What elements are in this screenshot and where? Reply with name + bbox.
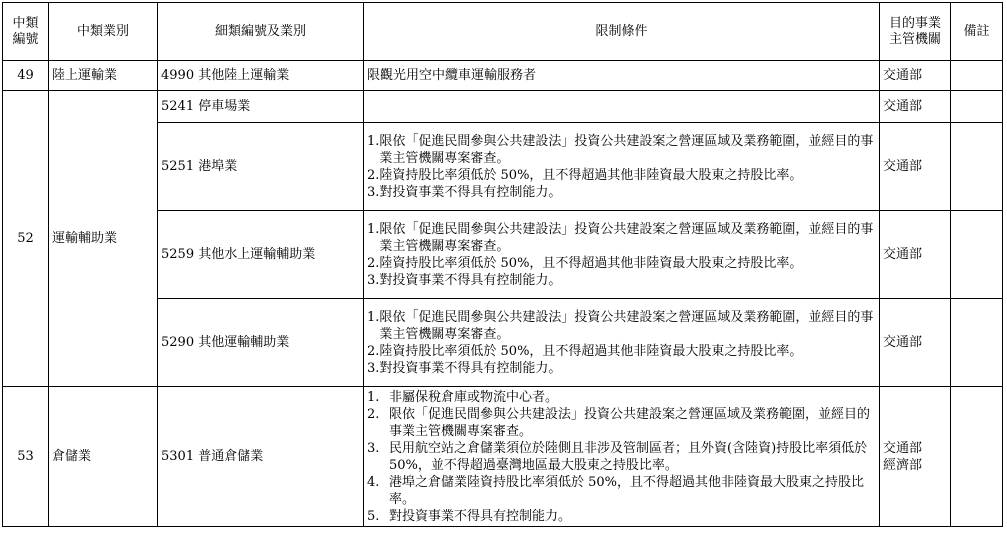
condition-list — [364, 387, 880, 527]
condition-list — [364, 123, 880, 211]
major-name: 倉儲業 — [49, 387, 158, 527]
condition-item — [367, 167, 876, 184]
condition-text — [364, 91, 880, 123]
condition-item — [367, 474, 876, 508]
header-condition: 限制條件 — [364, 3, 880, 61]
condition-number: 2. — [367, 167, 380, 183]
condition-item — [367, 272, 876, 289]
minor-name: 5259 其他水上運輸輔助業 — [158, 211, 364, 299]
minor-name: 5241 停車場業 — [158, 91, 364, 123]
condition-number: 2. — [367, 406, 380, 422]
authority: 交通部 — [880, 61, 951, 91]
condition-item — [367, 360, 876, 377]
remarks — [951, 387, 1003, 527]
major-code: 49 — [3, 61, 49, 91]
minor-name: 4990 其他陸上運輸業 — [158, 61, 364, 91]
remarks — [951, 61, 1003, 91]
condition-text: 對投資事業不得具有控制能力。 — [379, 272, 562, 288]
condition-text: 非屬保稅倉庫或物流中心者。 — [389, 389, 559, 405]
authority: 交通部 經濟部 — [880, 387, 951, 527]
authority: 交通部 — [880, 211, 951, 299]
condition-number: 1. — [367, 309, 380, 325]
remarks — [951, 123, 1003, 211]
table-row — [3, 387, 1003, 527]
condition-text: 陸資持股比率須低於 50%，且不得超過其他非陸資最大股東之持股比率。 — [379, 343, 803, 359]
condition-number: 5. — [367, 508, 380, 524]
condition-text: 民用航空站之倉儲業須位於陸側且非涉及管制區者；且外資(含陸資)持股比率須低於 50%，並不得超過臺灣地區最大股東之持股比率。 — [389, 440, 868, 473]
remarks — [951, 299, 1003, 387]
condition-number: 4. — [367, 474, 380, 490]
minor-name: 5290 其他運輸輔助業 — [158, 299, 364, 387]
condition-item — [367, 184, 876, 201]
condition-list — [364, 299, 880, 387]
condition-number: 2. — [367, 255, 380, 271]
condition-number: 1. — [367, 133, 380, 149]
condition-item — [367, 343, 876, 360]
header-row — [3, 3, 1003, 61]
condition-item — [367, 440, 876, 474]
condition-item — [367, 221, 876, 255]
header-major-name: 中類業別 — [49, 3, 158, 61]
table-row — [3, 91, 1003, 123]
header-minor: 細類編號及業別 — [158, 3, 364, 61]
condition-text: 對投資事業不得具有控制能力。 — [379, 360, 562, 376]
condition-text: 限依「促進民間參與公共建設法」投資公共建設案之營運區域及業務範圍，並經目的事業主管機關專案審查。 — [379, 309, 874, 342]
condition-list — [364, 211, 880, 299]
condition-item — [367, 406, 876, 440]
restriction-table — [2, 2, 1003, 527]
condition-number: 1. — [367, 389, 380, 405]
condition-item — [367, 133, 876, 167]
header-authority: 目的事業 主管機關 — [880, 3, 951, 61]
condition-text: 陸資持股比率須低於 50%，且不得超過其他非陸資最大股東之持股比率。 — [379, 255, 803, 271]
table-row — [3, 61, 1003, 91]
condition-item — [367, 309, 876, 343]
condition-text: 限觀光用空中纜車運輸服務者 — [364, 61, 880, 91]
condition-text: 限依「促進民間參與公共建設法」投資公共建設案之營運區域及業務範圍，並經目的事業主管機關專案審查。 — [389, 406, 871, 439]
authority: 交通部 — [880, 299, 951, 387]
header-remarks: 備註 — [951, 3, 1003, 61]
condition-text: 陸資持股比率須低於 50%，且不得超過其他非陸資最大股東之持股比率。 — [379, 167, 803, 183]
condition-number: 2. — [367, 343, 380, 359]
condition-text: 對投資事業不得具有控制能力。 — [389, 508, 572, 524]
condition-text: 限依「促進民間參與公共建設法」投資公共建設案之營運區域及業務範圍，並經目的事業主管機關專案審查。 — [379, 133, 874, 166]
condition-item — [367, 255, 876, 272]
condition-number: 3. — [367, 272, 380, 288]
condition-text: 對投資事業不得具有控制能力。 — [379, 184, 562, 200]
authority: 交通部 — [880, 123, 951, 211]
condition-item — [367, 389, 876, 406]
major-name: 運輸輔助業 — [49, 91, 158, 387]
condition-item — [367, 508, 876, 525]
condition-text: 港埠之倉儲業陸資持股比率須低於 50%，且不得超過其他非陸資最大股東之持股比率。 — [389, 474, 865, 507]
condition-number: 3. — [367, 440, 380, 456]
condition-number: 3. — [367, 184, 380, 200]
condition-number: 1. — [367, 221, 380, 237]
condition-text: 限依「促進民間參與公共建設法」投資公共建設案之營運區域及業務範圍，並經目的事業主管機關專案審查。 — [379, 221, 874, 254]
authority: 交通部 — [880, 91, 951, 123]
major-name: 陸上運輸業 — [49, 61, 158, 91]
header-major-code: 中類 編號 — [3, 3, 49, 61]
major-code: 53 — [3, 387, 49, 527]
minor-name: 5251 港埠業 — [158, 123, 364, 211]
remarks — [951, 91, 1003, 123]
major-code: 52 — [3, 91, 49, 387]
minor-name: 5301 普通倉儲業 — [158, 387, 364, 527]
remarks — [951, 211, 1003, 299]
condition-number: 3. — [367, 360, 380, 376]
